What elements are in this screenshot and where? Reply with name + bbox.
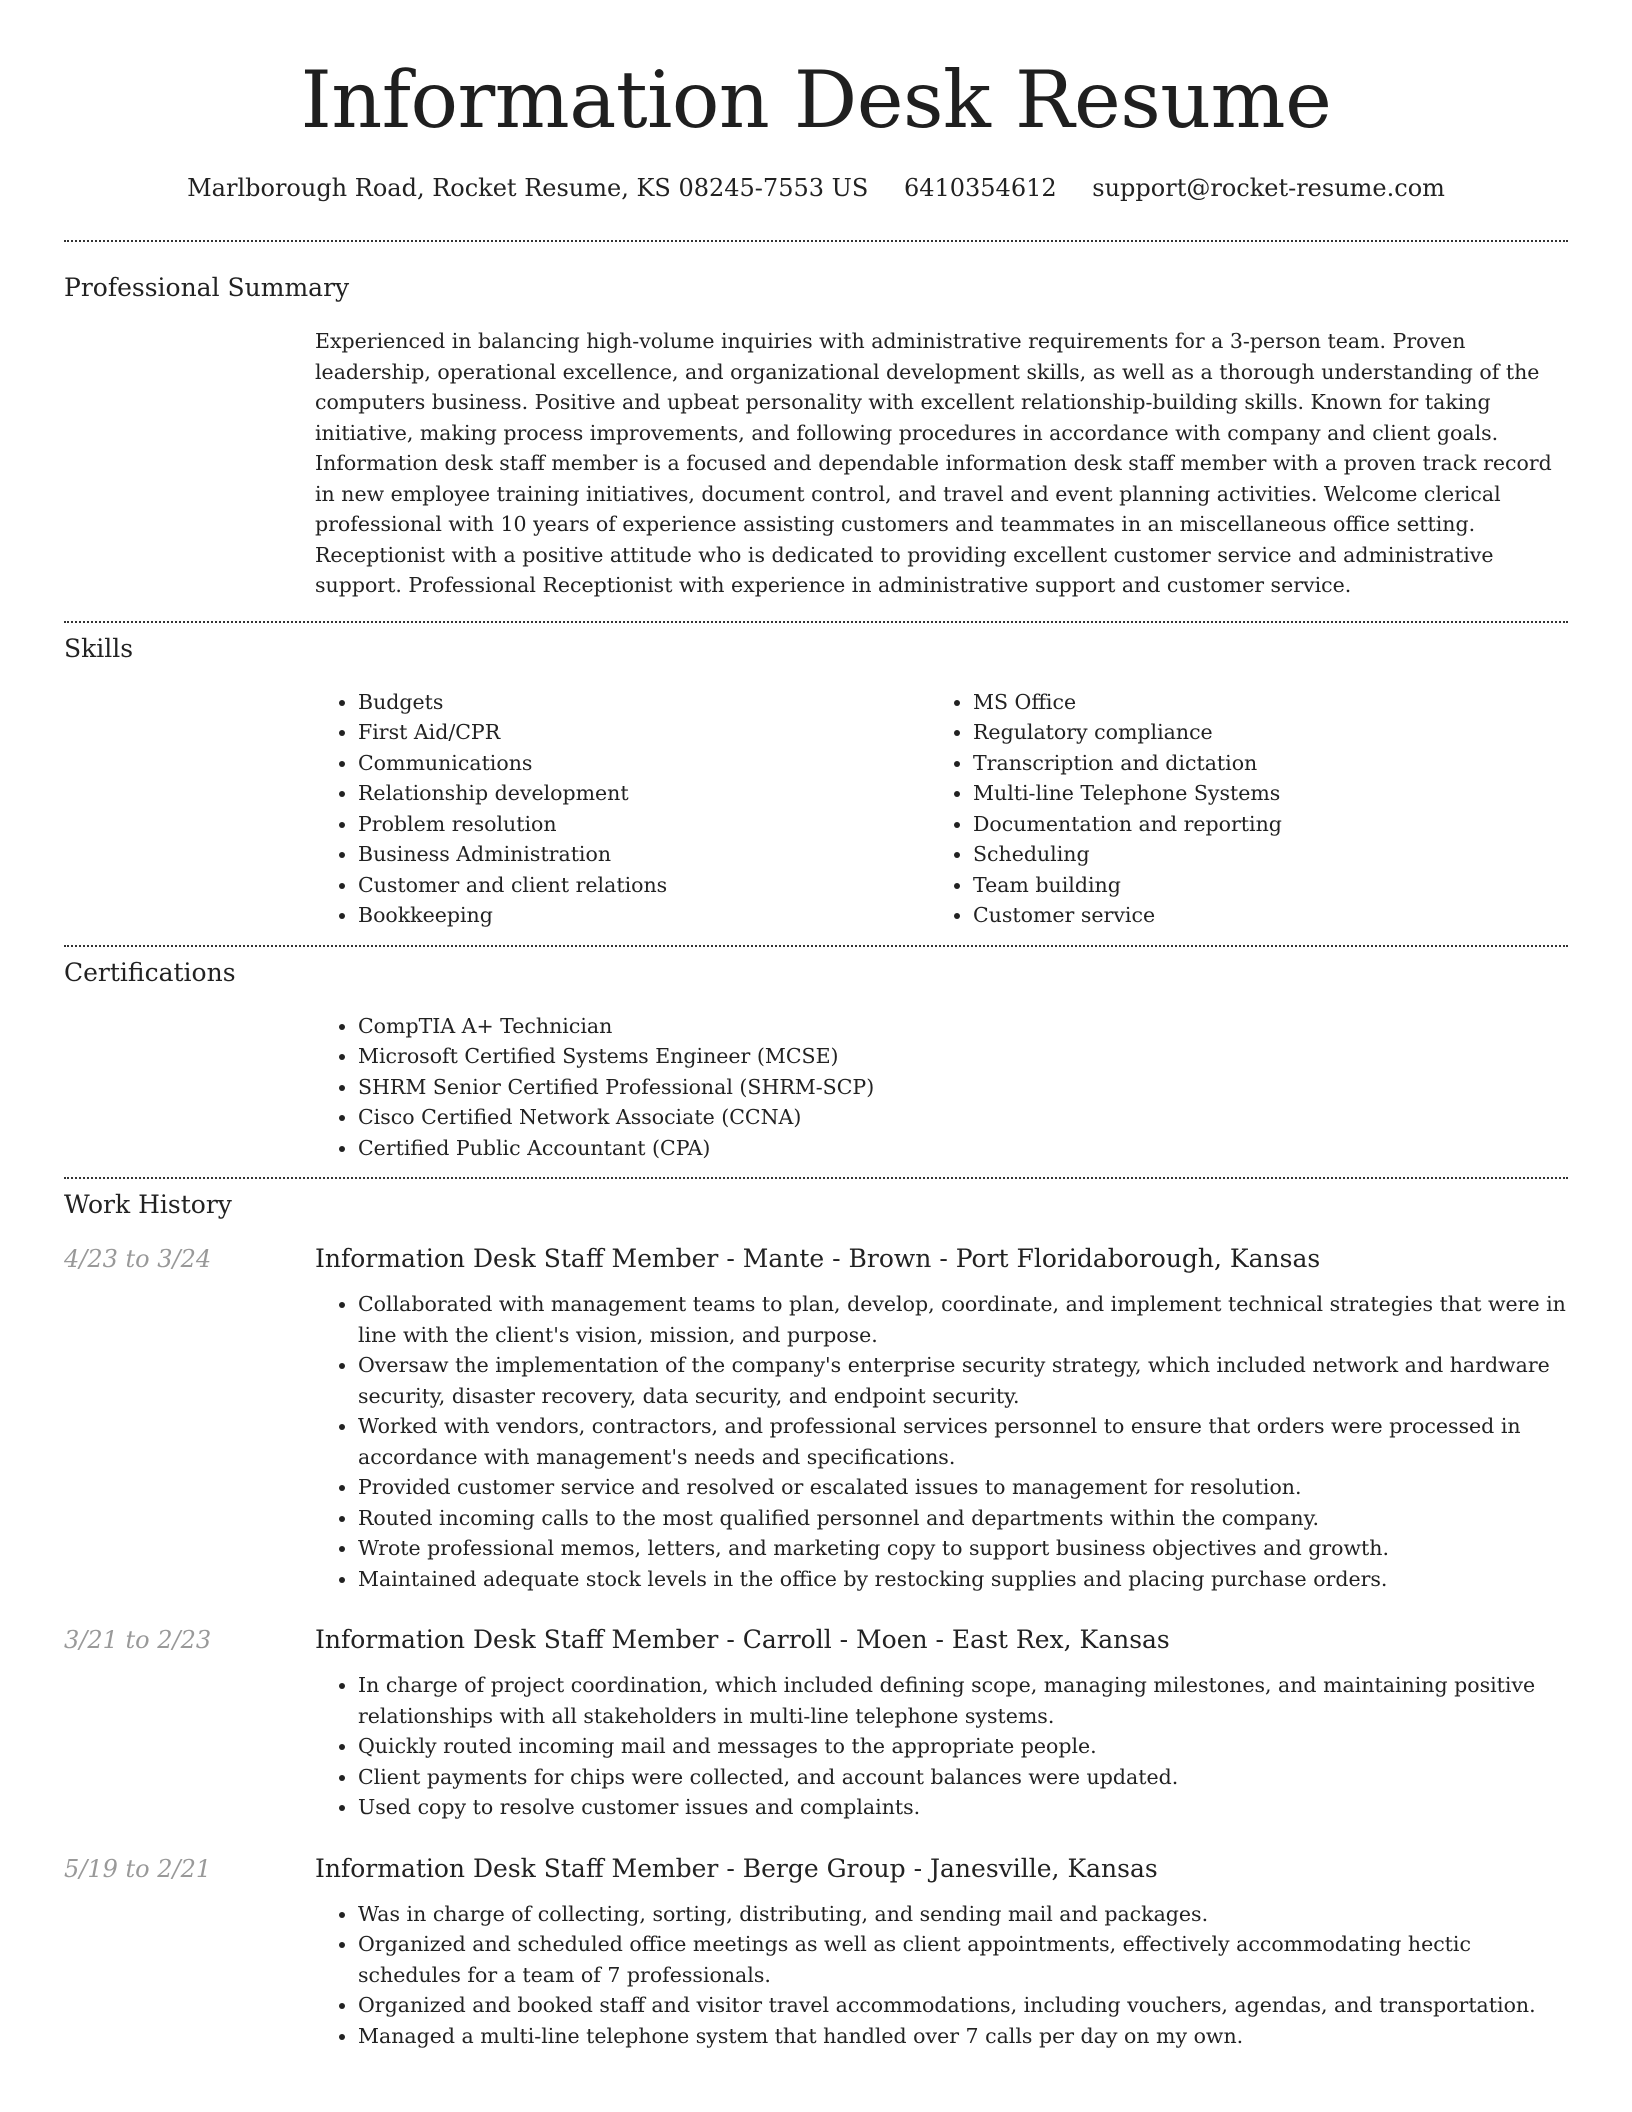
skills-list-left	[315, 687, 930, 931]
summary-heading: Professional Summary	[64, 273, 350, 302]
skill-item: • First Aid/CPR	[358, 717, 930, 748]
skills-heading: Skills	[64, 633, 134, 663]
job-list	[64, 1243, 1568, 2051]
job-bullet: • In charge of project coordination, which included defining scope, managing milestones, and maintaining positive relationships with all stakeholders in multi-line telephone systems.	[358, 1670, 1568, 1731]
job-dates: 4/23 to 3/24	[64, 1245, 212, 1273]
skill-item: • Problem resolution	[358, 809, 930, 840]
skills-grid	[315, 687, 1568, 945]
certifications-list	[315, 1011, 1568, 1164]
certifications-heading: Certifications	[64, 957, 236, 987]
work-history-heading: Work History	[64, 1190, 232, 1219]
job-bullet: • Oversaw the implementation of the company's enterprise security strategy, which included network and hardware security, disaster recovery, data security, and endpoint security.	[358, 1350, 1568, 1411]
job-bullet: • Wrote professional memos, letters, and marketing copy to support business objectives and growth.	[358, 1533, 1568, 1564]
skill-item: • Transcription and dictation	[973, 748, 1545, 779]
contact-email: support@rocket-resume.com	[1092, 174, 1445, 202]
resume-page	[64, 0, 1568, 2051]
skill-item: • Relationship development	[358, 778, 930, 809]
job-bullet: • Provided customer service and resolved or escalated issues to management for resolution.	[358, 1472, 1568, 1503]
summary-section	[64, 242, 1568, 621]
certification-item: • Certified Public Accountant (CPA)	[358, 1133, 1568, 1164]
job-title: Information Desk Staff Member - Berge Group - Janesville, Kansas	[315, 1853, 1158, 1883]
skills-column-right	[930, 687, 1545, 931]
job-bullet: • Organized and booked staff and visitor travel accommodations, including vouchers, agendas, and transportation.	[358, 1990, 1568, 2021]
job-bullets	[315, 1670, 1568, 1823]
contact-address: Marlborough Road, Rocket Resume, KS 08245-7553 US	[187, 174, 869, 202]
skill-item: • Customer and client relations	[358, 870, 930, 901]
skill-item: • Communications	[358, 748, 930, 779]
job-entry	[64, 1243, 1568, 1594]
certification-item: • CompTIA A+ Technician	[358, 1011, 1568, 1042]
skill-item: • MS Office	[973, 687, 1545, 718]
job-dates: 5/19 to 2/21	[64, 1854, 212, 1883]
job-entry	[64, 1853, 1568, 2052]
skill-item: • Multi-line Telephone Systems	[973, 778, 1545, 809]
work-history-section	[64, 1179, 1568, 2051]
contact-line	[64, 172, 1568, 204]
job-bullet: • Worked with vendors, contractors, and professional services personnel to ensure that orders were processed in accordance with management's needs and specifications.	[358, 1411, 1568, 1472]
job-bullet: • Routed incoming calls to the most qualified personnel and departments within the company.	[358, 1503, 1568, 1534]
skill-item: • Regulatory compliance	[973, 717, 1545, 748]
contact-phone: 6410354612	[903, 174, 1057, 202]
job-details	[315, 1853, 1568, 2052]
skill-item: • Team building	[973, 870, 1545, 901]
skills-section	[64, 623, 1568, 945]
job-bullet: • Quickly routed incoming mail and messages to the appropriate people.	[358, 1731, 1568, 1762]
job-bullet: • Organized and scheduled office meetings as well as client appointments, effectively accommodating hectic schedules for a team of 7 professionals.	[358, 1929, 1568, 1990]
job-dates: 3/21 to 2/23	[64, 1626, 212, 1654]
job-bullet: • Client payments for chips were collected, and account balances were updated.	[358, 1762, 1568, 1793]
job-bullet: • Maintained adequate stock levels in the office by restocking supplies and placing purchase orders.	[358, 1564, 1568, 1595]
skill-item: • Scheduling	[973, 839, 1545, 870]
skills-list-right	[930, 687, 1545, 931]
job-title: Information Desk Staff Member - Mante - Brown - Port Floridaborough, Kansas	[315, 1244, 1321, 1273]
job-title: Information Desk Staff Member - Carroll - Moen - East Rex, Kansas	[315, 1625, 1170, 1654]
job-bullet: • Managed a multi-line telephone system that handled over 7 calls per day on my own.	[358, 2021, 1568, 2052]
job-bullets	[315, 1289, 1568, 1594]
summary-text: Experienced in balancing high-volume inquiries with administrative requirements for a 3-person team. Proven leadership, operational excellence, and organizational development skills, as well as a thorough understanding of the computers business. Positive and upbeat personality with excellent relationship-building skills. Known for taking initiative, making process improvements, and following procedures in accordance with company and client goals. Information desk staff member is a focused and dependable information desk staff member with a proven track record in new employee training initiatives, document control, and travel and event planning activities. Welcome clerical professional with 10 years of experience assisting customers and teammates in an miscellaneous office setting. Receptionist with a positive attitude who is dedicated to providing excellent customer service and administrative support. Professional Receptionist with experience in administrative support and customer service.	[315, 329, 1552, 597]
job-bullet: • Was in charge of collecting, sorting, distributing, and sending mail and packages.	[358, 1899, 1568, 1930]
job-entry	[64, 1624, 1568, 1823]
skill-item: • Documentation and reporting	[973, 809, 1545, 840]
skill-item: • Business Administration	[358, 839, 930, 870]
certification-item: • Microsoft Certified Systems Engineer (MCSE)	[358, 1041, 1568, 1072]
resume-title: Information Desk Resume	[300, 54, 1332, 146]
skill-item: • Budgets	[358, 687, 930, 718]
job-bullets	[315, 1899, 1568, 2052]
certification-item: • Cisco Certified Network Associate (CCNA)	[358, 1102, 1568, 1133]
certification-item: • SHRM Senior Certified Professional (SHRM-SCP)	[358, 1072, 1568, 1103]
skill-item: • Bookkeeping	[358, 900, 930, 931]
job-bullet: • Collaborated with management teams to plan, develop, coordinate, and implement technical strategies that were in line with the client's vision, mission, and purpose.	[358, 1289, 1568, 1350]
job-details	[315, 1624, 1568, 1823]
summary-body	[315, 326, 1568, 621]
certifications-section	[64, 947, 1568, 1178]
skill-item: • Customer service	[973, 900, 1545, 931]
job-bullet: • Used copy to resolve customer issues and complaints.	[358, 1792, 1568, 1823]
certifications-body	[315, 1011, 1568, 1178]
job-details	[315, 1243, 1568, 1594]
skills-column-left	[315, 687, 930, 931]
